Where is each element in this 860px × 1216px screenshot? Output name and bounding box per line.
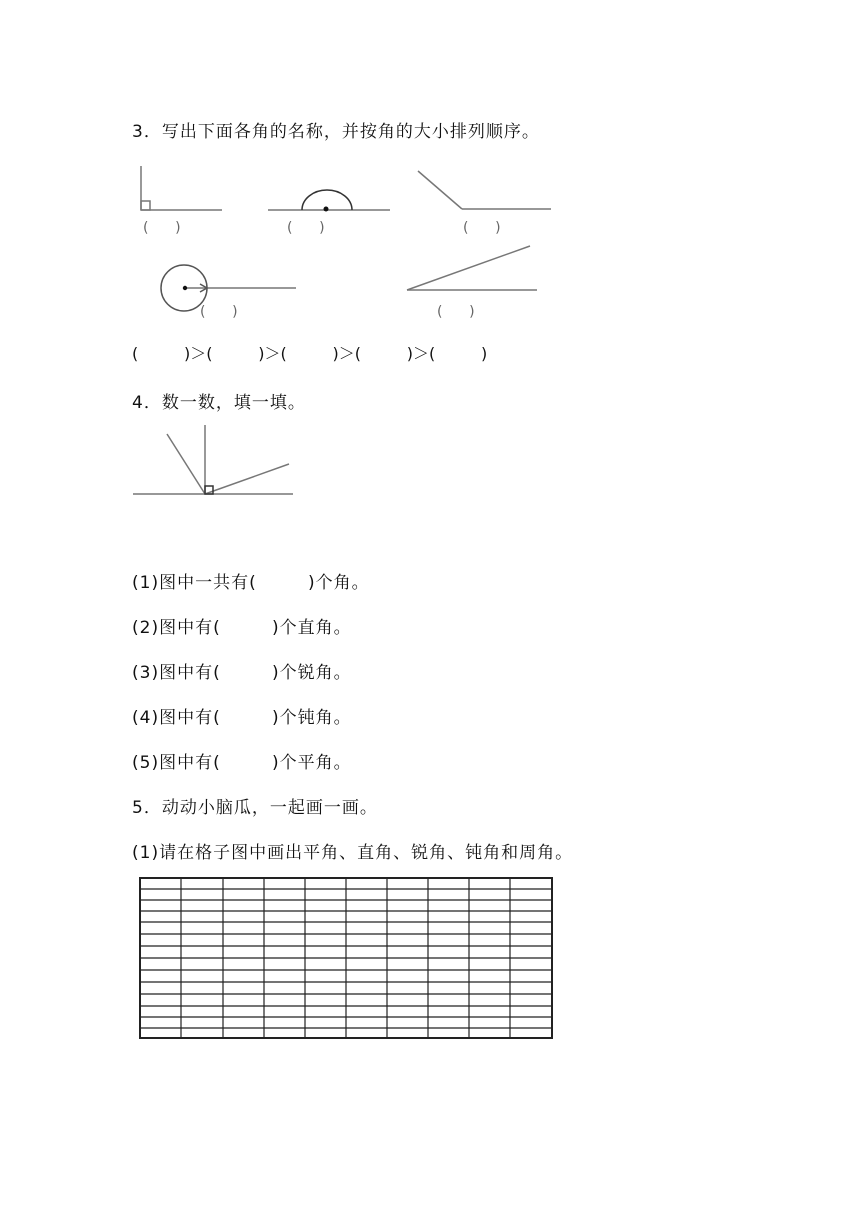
- q5-title: 5．动动小脑瓜，一起画一画。: [132, 798, 378, 818]
- q5-item-1: (1)请在格子图中画出平角、直角、锐角、钝角和周角。: [132, 843, 574, 863]
- q4-item-1[interactable]: (1)图中一共有( )个角。: [132, 573, 370, 593]
- answer-blank-round-angle[interactable]: ( ): [200, 304, 238, 320]
- q4-title: 4．数一数，填一填。: [132, 393, 306, 413]
- straight-angle-figure: [268, 190, 390, 212]
- obtuse-angle-figure: [418, 171, 551, 209]
- q4-item-3[interactable]: (3)图中有( )个锐角。: [132, 663, 352, 683]
- answer-blank-straight-angle[interactable]: ( ): [287, 220, 325, 236]
- answer-blank-right-angle[interactable]: ( ): [143, 220, 181, 236]
- q4-item-4[interactable]: (4)图中有( )个钝角。: [132, 708, 352, 728]
- answer-blank-obtuse-angle[interactable]: ( ): [463, 220, 501, 236]
- drawing-grid[interactable]: [140, 878, 552, 1038]
- answer-blank-acute-angle[interactable]: ( ): [437, 304, 475, 320]
- q3-title: 3．写出下面各角的名称，并按角的大小排列顺序。: [132, 122, 540, 142]
- right-angle-figure: [141, 166, 222, 210]
- count-angles-figure: [133, 425, 293, 494]
- q4-item-5[interactable]: (5)图中有( )个平角。: [132, 753, 352, 773]
- q3-order-row[interactable]: ( )＞( )＞( )＞( )＞( ): [132, 344, 488, 363]
- acute-angle-figure: [407, 246, 537, 290]
- q4-item-2[interactable]: (2)图中有( )个直角。: [132, 618, 352, 638]
